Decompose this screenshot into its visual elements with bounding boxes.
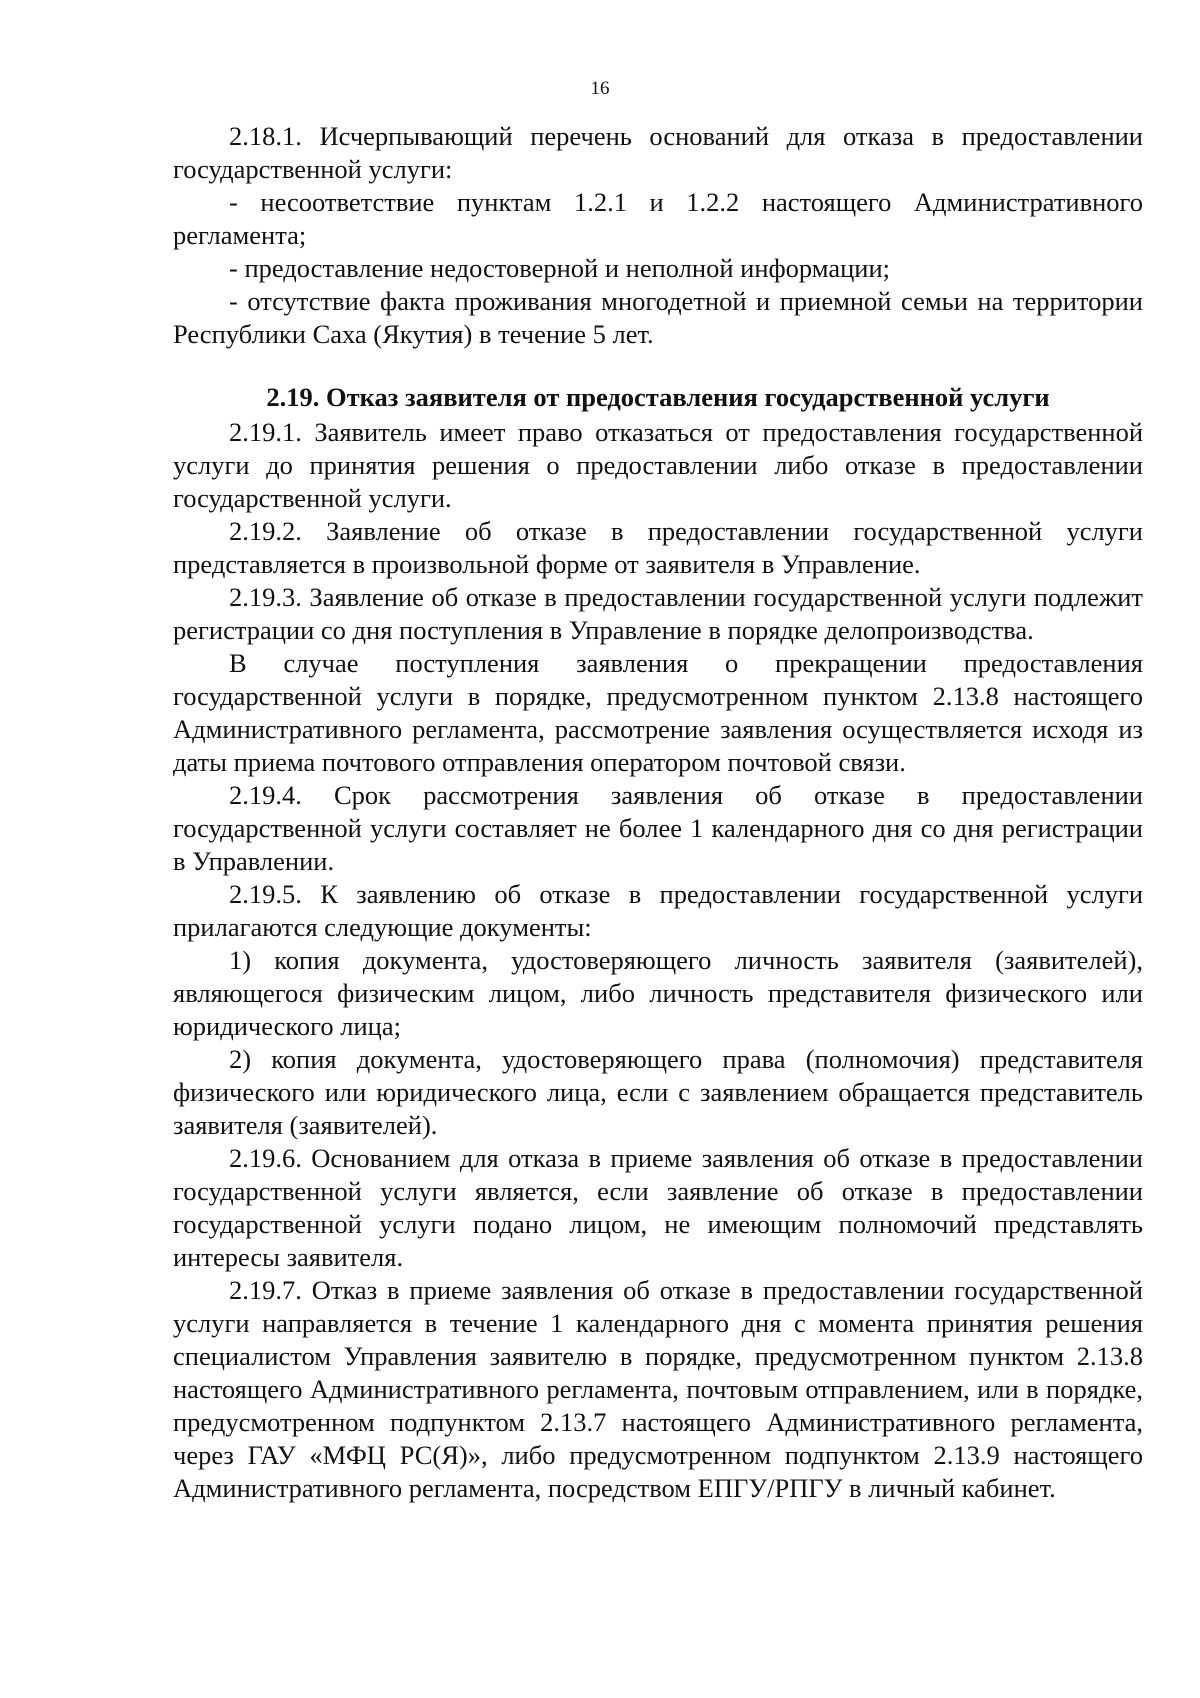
paragraph-2-19-1: 2.19.1. Заявитель имеет право отказаться от предоставления государственной услуги до принятия решения о предоставлении либо отказе в предоставлении государственной услуги. <box>173 417 1143 513</box>
document-body <box>173 120 1143 1505</box>
paragraph-termination-case: В случае поступления заявления о прекращении предоставления государственной услуги в порядке, предусмотренном пунктом 2.13.8 настоящего Административного регламента, рассмотрение заявления осуществляется исходя из даты приема почтового отправления оператором почтовой связи. <box>173 648 1143 777</box>
list-item-authority-document: 2) копия документа, удостоверяющего права (полномочия) представителя физического или юридического лица, если с заявлением обращается представитель заявителя (заявителей). <box>173 1044 1143 1140</box>
paragraph-2-19-2: 2.19.2. Заявление об отказе в предоставлении государственной услуги представляется в произвольной форме от заявителя в Управление. <box>173 516 1143 579</box>
paragraph-2-18-1: 2.18.1. Исчерпывающий перечень оснований для отказа в предоставлении государственной услуги: <box>173 121 1143 184</box>
section-heading-2-19: 2.19. Отказ заявителя от предоставления государственной услуги <box>266 382 1050 412</box>
paragraph-2-19-5: 2.19.5. К заявлению об отказе в предоставлении государственной услуги прилагаются следующие документы: <box>173 879 1143 942</box>
paragraph-2-19-7: 2.19.7. Отказ в приеме заявления об отказе в предоставлении государственной услуги направляется в течение 1 календарного дня с момента принятия решения специалистом Управления заявителю в порядке, предусмотренном пунктом 2.13.8 настоящего Административного регламента, почтовым отправлением, или в порядке, предусмотренном подпунктом 2.13.7 настоящего Административного регламента, через ГАУ «МФЦ РС(Я)», либо предусмотренном подпунктом 2.13.9 настоящего Административного регламента, посредством ЕПГУ/РПГУ в личный кабинет. <box>173 1275 1143 1503</box>
page-number: 16 <box>590 78 610 99</box>
list-item-noncompliance: - несоответствие пунктам 1.2.1 и 1.2.2 настоящего Административного регламента; <box>173 187 1143 250</box>
paragraph-2-19-4: 2.19.4. Срок рассмотрения заявления об отказе в предоставлении государственной услуги составляет не более 1 календарного дня со дня регистрации в Управлении. <box>173 780 1143 876</box>
list-item-no-residence: - отсутствие факта проживания многодетной и приемной семьи на территории Республики Саха (Якутия) в течение 5 лет. <box>173 286 1143 349</box>
list-item-identity-document: 1) копия документа, удостоверяющего личность заявителя (заявителей), являющегося физическим лицом, либо личность представителя физического или юридического лица; <box>173 945 1143 1041</box>
list-item-false-information: - предоставление недостоверной и неполной информации; <box>229 253 891 283</box>
paragraph-2-19-3: 2.19.3. Заявление об отказе в предоставлении государственной услуги подлежит регистрации со дня поступления в Управление в порядке делопроизводства. <box>173 582 1143 645</box>
paragraph-2-19-6: 2.19.6. Основанием для отказа в приеме заявления об отказе в предоставлении государственной услуги является, если заявление об отказе в предоставлении государственной услуги подано лицом, не имеющим полномочий представлять интересы заявителя. <box>173 1143 1143 1272</box>
